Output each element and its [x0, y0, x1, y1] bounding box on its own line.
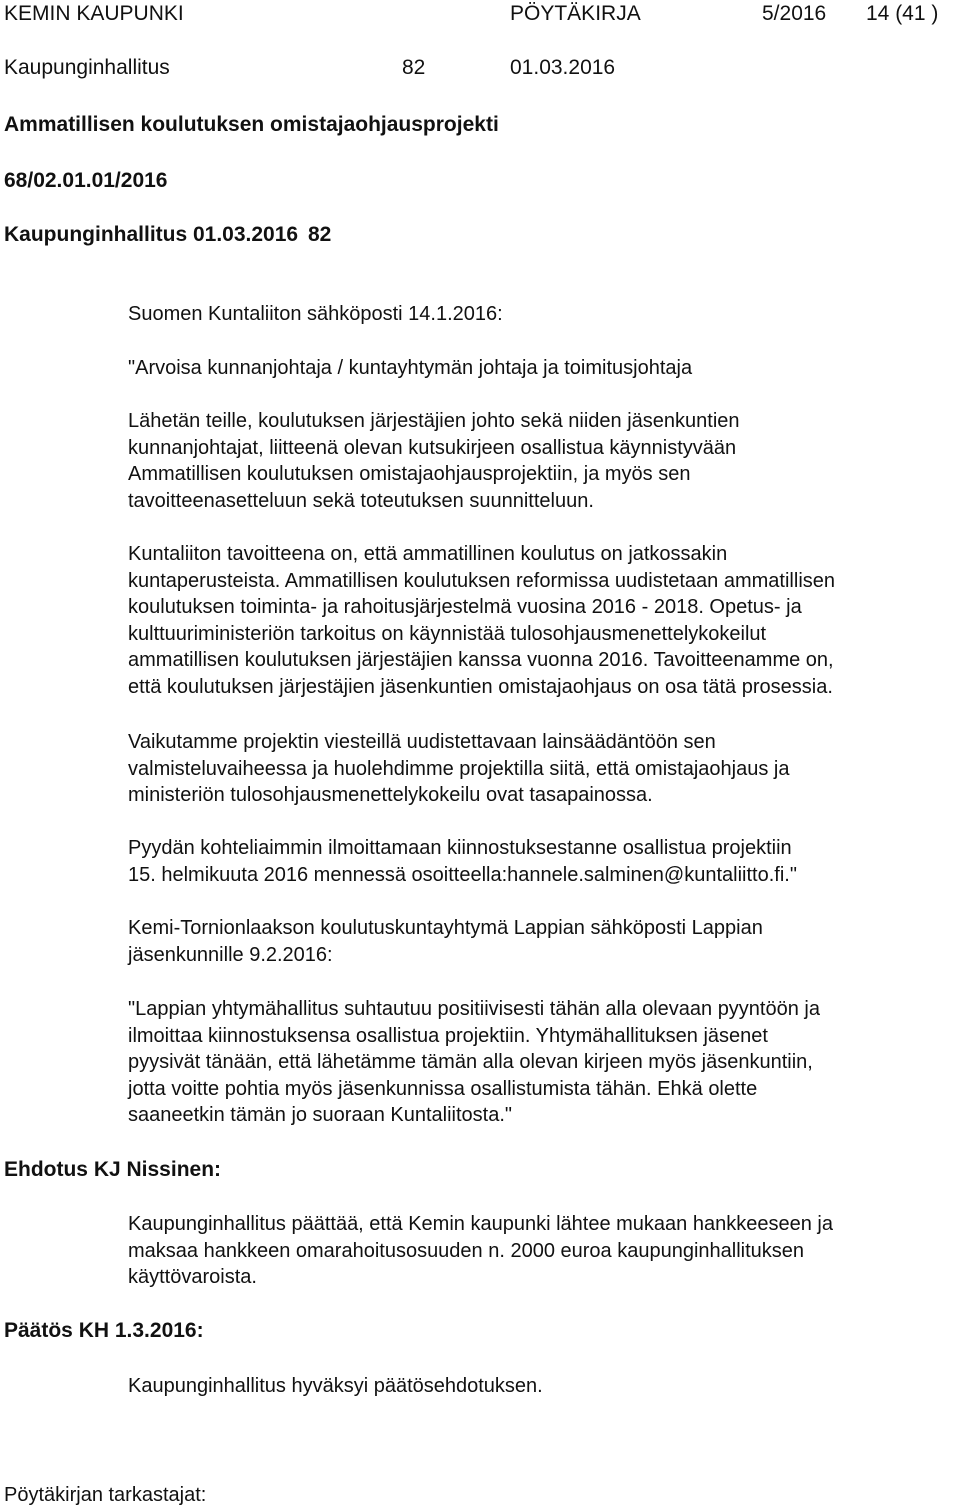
- header-doc-number: 5/2016: [762, 2, 827, 25]
- text-line: koulutuksen toiminta- ja rahoitusjärjestelmä vuosina 2016 - 2018. Opetus- ja: [128, 596, 802, 618]
- text-line: käyttövaroista.: [128, 1266, 257, 1288]
- meeting-section: 82: [307, 223, 332, 246]
- text-line: Pyydän kohteliaimmin ilmoittamaan kiinnostuksestanne osallistua projektiin: [128, 837, 792, 859]
- header-org: KEMIN KAUPUNKI: [4, 2, 184, 25]
- proposal-label: Ehdotus KJ Nissinen:: [4, 1158, 222, 1181]
- header-section: 82: [402, 56, 426, 79]
- paragraph-2: [128, 541, 956, 700]
- text-line: maksaa hankkeen omarahoitusosuuden n. 2000 euroa kaupunginhallituksen: [128, 1239, 805, 1262]
- text-line: ministeriön tulosohjausmenettelykokeilu ovat tasapainossa.: [128, 784, 653, 806]
- paragraph-3: [128, 729, 956, 809]
- decision-label: Päätös KH 1.3.2016:: [4, 1319, 204, 1342]
- meeting-prefix: Kaupunginhallitus 01.03.2016: [4, 223, 299, 246]
- text-line: että koulutuksen järjestäjien jäsenkuntien omistajaohjaus on osa tätä prosessia.: [128, 675, 833, 698]
- text-line: Kaupunginhallitus päättää, että Kemin kaupunki lähtee mukaan hankkeeseen ja: [128, 1213, 833, 1235]
- subject-title: Ammatillisen koulutuksen omistajaohjausprojekti: [4, 113, 499, 136]
- text-line: Kuntaliiton tavoitteena on, että ammatillinen koulutus on jatkossakin: [128, 543, 728, 565]
- text-line: Lähetän teille, koulutuksen järjestäjien johto sekä niiden jäsenkuntien: [128, 410, 740, 432]
- intro-line: Suomen Kuntaliiton sähköposti 14.1.2016:: [128, 303, 503, 325]
- text-line: "Lappian yhtymähallitus suhtautuu positiivisesti tähän alla olevaan pyyntöön ja: [128, 998, 820, 1020]
- header-page: 14 (41 ): [866, 2, 939, 25]
- text-line: saaneetkin tämän jo suoraan Kuntaliitosta.": [128, 1104, 513, 1126]
- text-line: Ammatillisen koulutuksen omistajaohjausprojektiin, ja myös sen: [128, 463, 691, 485]
- paragraph-4: [128, 835, 956, 888]
- text-line: Kemi-Tornionlaakson koulutuskuntayhtymä Lappian sähköposti Lappian: [128, 917, 763, 939]
- paragraph-1: [128, 408, 956, 514]
- footer-label: Pöytäkirjan tarkastajat:: [4, 1484, 207, 1506]
- reference-number: 68/02.01.01/2016: [4, 169, 168, 192]
- header-doc-type: PÖYTÄKIRJA: [510, 2, 641, 25]
- text-line: 15. helmikuuta 2016 mennessä osoitteella:hannele.salminen@kuntaliitto.fi.": [128, 863, 797, 886]
- text-line: pyysivät tänään, että lähetämme tämän alla olevan kirjeen myös jäsenkuntiin,: [128, 1051, 813, 1073]
- header-body: Kaupunginhallitus: [4, 56, 170, 79]
- decision-text: Kaupunginhallitus hyväksyi päätösehdotuksen.: [128, 1375, 543, 1397]
- meeting-line: [4, 223, 331, 247]
- text-line: jotta voitte pohtia myös jäsenkunnissa osallistumista tähän. Ehkä olette: [128, 1077, 758, 1100]
- text-line: Vaikutamme projektin viesteillä uudistettavaan lainsäädäntöön sen: [128, 731, 716, 753]
- text-line: kunnanjohtajat, liitteenä olevan kutsukirjeen osallistua käynnistyvään: [128, 436, 737, 459]
- salutation-line: "Arvoisa kunnanjohtaja / kuntayhtymän johtaja ja toimitusjohtaja: [128, 357, 693, 379]
- text-line: valmisteluvaiheessa ja huolehdimme projektilla siitä, että omistajaohjaus ja: [128, 757, 790, 780]
- text-line: kulttuuriministeriön tarkoitus on käynnistää tulosohjausmenettelykokeilut: [128, 622, 767, 645]
- proposal-text: [128, 1211, 956, 1291]
- paragraph-6: [128, 996, 956, 1129]
- text-line: ammatillisen koulutuksen järjestäjien kanssa vuonna 2016. Tavoitteenamme on,: [128, 649, 834, 671]
- text-line: ilmoittaa kiinnostuksensa osallistua projektiin. Yhtymähallituksen jäsenet: [128, 1024, 768, 1047]
- text-line: tavoitteenasetteluun sekä toteutuksen suunnitteluun.: [128, 489, 594, 512]
- header-date: 01.03.2016: [510, 56, 616, 79]
- paragraph-5: [128, 915, 956, 968]
- text-line: kuntaperusteista. Ammatillisen koulutuksen reformissa uudistetaan ammatillisen: [128, 569, 836, 592]
- text-line: jäsenkunnille 9.2.2016:: [128, 943, 333, 966]
